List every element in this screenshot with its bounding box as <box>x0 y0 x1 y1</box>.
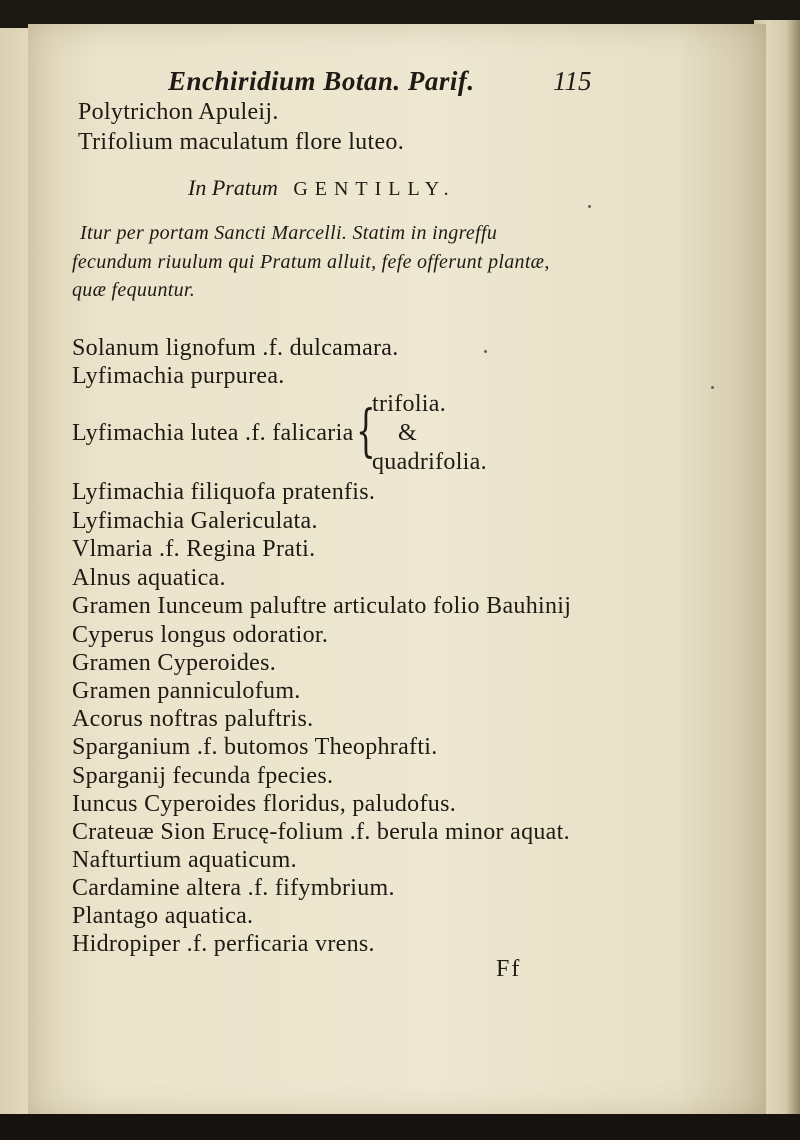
plant-entry: Gramen Cyperoides. <box>72 650 277 676</box>
plant-entry: Iuncus Cyperoides floridus, paludofus. <box>72 791 457 817</box>
plant-entry: Vlmaria .f. Regina Prati. <box>72 536 316 562</box>
brace-option: quadrifolia. <box>372 449 487 475</box>
plant-entry: Solanum lignofum .f. dulcamara. <box>72 335 399 361</box>
ink-speck <box>711 386 714 389</box>
intro-line: fecundum riuulum qui Pratum alluit, fefe offerunt plantæ, <box>72 251 550 273</box>
heading-italic: In Pratum <box>188 175 278 200</box>
text-line: Trifolium maculatum flore luteo. <box>78 129 404 155</box>
section-heading <box>188 175 456 201</box>
plant-entry: Cyperus longus odoratior. <box>72 622 329 648</box>
plant-entry: Nafturtium aquaticum. <box>72 847 297 873</box>
running-header: Enchiridium Botan. Parif. <box>168 66 475 96</box>
plant-entry: Acorus noftras paluftris. <box>72 706 314 732</box>
plant-entry: Lyfimachia Galericulata. <box>72 508 318 534</box>
plant-entry: Crateuæ Sion Erucę-folium .f. berula minor aquat. <box>72 819 570 845</box>
plant-entry: Gramen panniculofum. <box>72 678 301 704</box>
text-line: Polytrichon Apuleij. <box>78 99 279 125</box>
plant-entry: Hidropiper .f. perficaria vrens. <box>72 931 375 957</box>
ink-speck <box>588 205 591 208</box>
intro-line: quæ fequuntur. <box>72 279 196 301</box>
plant-entry: Cardamine altera .f. fifymbrium. <box>72 875 395 901</box>
plant-entry: Lyfimachia purpurea. <box>72 363 285 389</box>
brace-option: trifolia. <box>372 391 447 417</box>
plant-entry: Sparganij fecunda fpecies. <box>72 763 334 789</box>
bottom-shadow <box>0 1114 800 1140</box>
plant-entry: Lyfimachia filiquofa pratenfis. <box>72 479 376 505</box>
ink-speck <box>484 350 487 353</box>
plant-entry: Alnus aquatica. <box>72 565 226 591</box>
plant-entry: Sparganium .f. butomos Theophrafti. <box>72 734 438 760</box>
plant-entry: Gramen Iunceum paluftre articulato folio Bauhinij <box>72 593 572 619</box>
curly-brace: { <box>356 399 376 464</box>
brace-option: & <box>398 420 417 446</box>
heading-caps: GENTILLY. <box>293 178 456 200</box>
intro-line: Itur per portam Sancti Marcelli. Statim in ingreffu <box>80 222 498 244</box>
plant-entry-lysimachia-lutea: Lyfimachia lutea .f. falicaria <box>72 420 354 446</box>
signature-mark: Ff <box>496 956 522 982</box>
plant-entry: Plantago aquatica. <box>72 903 254 929</box>
page-number: 115 <box>553 66 592 96</box>
